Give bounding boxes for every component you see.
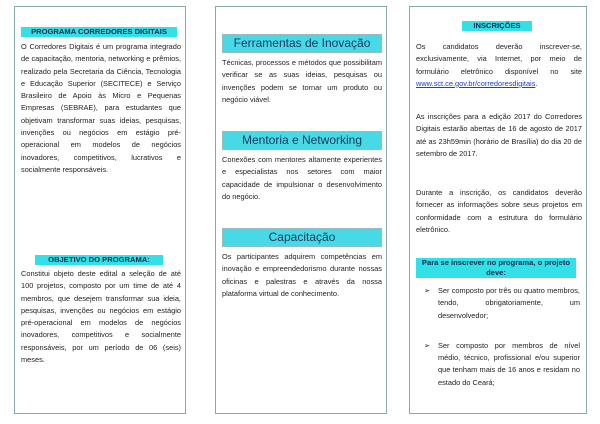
capacitacao-title: Capacitação — [222, 228, 382, 247]
capacitacao-text: Os participantes adquirem competências em inovação e empreendedorismo durante nossas oficinas e palestras e através da nossa plataforma virtual de conhecimento. — [222, 252, 382, 298]
list-item — [424, 340, 580, 389]
requisitos-title: Para se inscrever no programa, o projeto deve: — [416, 258, 576, 278]
objetivo-title: OBJETIVO DO PROGRAMA: — [35, 255, 163, 265]
mentoria-title: Mentoria e Networking — [222, 131, 382, 150]
periodo-text: As inscrições para a edição 2017 do Corredores Digitais estarão abertas de 16 de agosto de 2017 até as 23h59min (horário de Brasília) do dia 20 de setembro de 2017. — [416, 112, 582, 158]
site-link-after: . — [535, 78, 538, 88]
programa-intro-text: O Corredores Digitais é um programa integrado de capacitação, mentoria, networking e prêmios, realizado pela Secretaria da Ciência, Tecnologia e Educação Superior (SECITECE) e Serviço Brasileiro de Apoio às Micro e Pequenas Empresas (SEBRAE), para estudantes que objetivam transformar suas ideias, pesquisas, invenções ou negócios em estágio pré-operacional em modelos de negócios inovadores, competitivos, lucrativos e socialmente responsáveis. — [21, 42, 181, 174]
site-link[interactable]: www.sct.ce.gov.br/corredoresdigitais — [416, 78, 536, 88]
mentoria-text: Conexões com mentores altamente experientes e especialistas nos setores com maior capacidade de impulsionar o desenvolvimento do negócio. — [222, 155, 382, 201]
requisito-text: Ser composto por três ou quatro membros, tendo, obrigatoriamente, um desenvolvedor; — [438, 286, 580, 320]
inscricoes-text — [416, 41, 582, 90]
arrow-bullet-icon: ➢ — [424, 340, 431, 350]
list-item — [424, 285, 580, 322]
panel-beneficios — [215, 6, 387, 414]
panel-programa — [14, 6, 186, 414]
inscricoes-text-body: Os candidatos deverão inscrever-se, exclusivamente, via Internet, por meio de formulário eletrônico disponível no site — [416, 42, 582, 76]
ferramentas-text: Técnicas, processos e métodos que possibilitam verificar se as suas ideias, pesquisas ou invenções podem se tornar um produto ou negócio viável. — [222, 58, 382, 104]
programa-title: PROGRAMA CORREDORES DIGITAIS — [21, 27, 177, 37]
inscricoes-title: INSCRIÇÕES — [462, 21, 532, 31]
objetivo-text: Constitui objeto deste edital a seleção de até 100 projetos, composto por um time de até 4 membros, que desejem transformar sua ideia, pesquisas, invenções ou negócios em estágio pré-operacional em modelos de negócios inovadores, competitivos e socialmente responsáveis, por um período de 06 (seis) meses. — [21, 269, 181, 365]
durante-text: Durante a inscrição, os candidatos deverão fornecer as informações sobre seus projetos em conformidade com a estrutura do formulário eletrônico. — [416, 188, 582, 234]
requisitos-list — [424, 285, 580, 389]
requisito-text: Ser composto por membros de nível médio, técnico, profissional e/ou superior que tenham mais de 16 anos e residam no estado do Ceará; — [438, 340, 580, 387]
ferramentas-title: Ferramentas de Inovação — [222, 34, 382, 53]
panel-inscricoes — [409, 6, 587, 414]
arrow-bullet-icon: ➢ — [424, 286, 431, 295]
